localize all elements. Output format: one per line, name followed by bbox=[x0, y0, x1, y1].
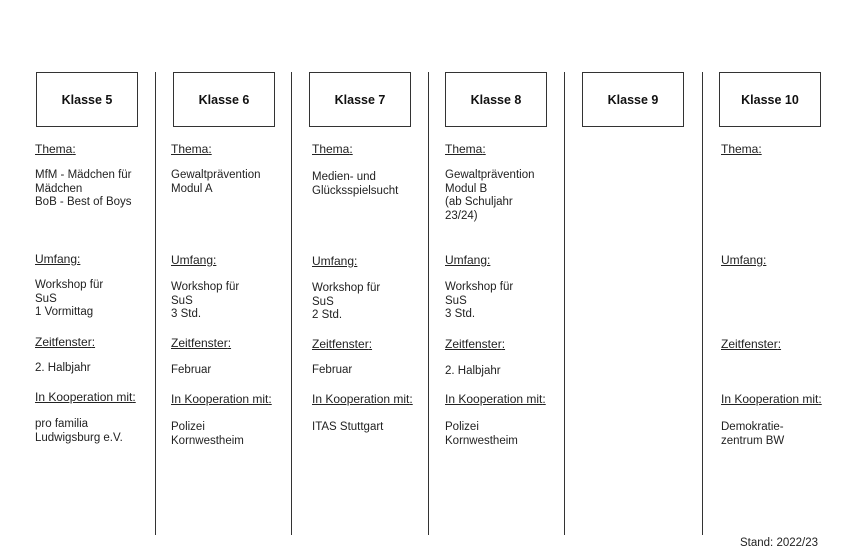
column-header: Klasse 6 bbox=[173, 72, 275, 127]
umfang-value: Workshop für SuS 1 Vormittag bbox=[35, 279, 104, 318]
kooperation-label: In Kooperation mit: bbox=[171, 392, 272, 406]
kooperation-value: ITAS Stuttgart bbox=[312, 421, 384, 433]
thema-value: MfM - Mädchen für Mädchen BoB - Best of Boys bbox=[35, 169, 132, 208]
kooperation-value: Polizei Kornwestheim bbox=[445, 421, 518, 447]
zeitfenster-label: Zeitfenster: bbox=[312, 337, 373, 351]
column-header: Klasse 9 bbox=[582, 72, 684, 127]
zeitfenster-value: 2. Halbjahr bbox=[35, 362, 91, 374]
umfang-label: Umfang: bbox=[445, 253, 491, 267]
column-divider bbox=[702, 72, 703, 535]
kooperation-value: Polizei Kornwestheim bbox=[171, 421, 244, 447]
thema-value: Medien- und Glücksspielsucht bbox=[312, 171, 399, 197]
zeitfenster-value: Februar bbox=[171, 364, 212, 376]
kooperation-label: In Kooperation mit: bbox=[721, 392, 822, 406]
zeitfenster-label: Zeitfenster: bbox=[721, 337, 782, 351]
column-divider bbox=[155, 72, 156, 535]
kooperation-value: pro familia Ludwigsburg e.V. bbox=[35, 418, 123, 444]
umfang-label: Umfang: bbox=[171, 253, 217, 267]
kooperation-label: In Kooperation mit: bbox=[312, 392, 413, 406]
thema-label: Thema: bbox=[171, 142, 212, 156]
umfang-value: Workshop für SuS 3 Std. bbox=[171, 281, 240, 320]
zeitfenster-label: Zeitfenster: bbox=[171, 336, 232, 350]
thema-label: Thema: bbox=[35, 142, 76, 156]
kooperation-value: Demokratie- zentrum BW bbox=[721, 421, 785, 447]
umfang-label: Umfang: bbox=[721, 253, 767, 267]
column-header: Klasse 5 bbox=[36, 72, 138, 127]
zeitfenster-value: Februar bbox=[312, 364, 353, 376]
umfang-value: Workshop für SuS 2 Std. bbox=[312, 282, 381, 321]
column-header: Klasse 7 bbox=[309, 72, 411, 127]
thema-value: Gewaltprävention Modul B (ab Schuljahr 23/24) bbox=[445, 169, 535, 222]
zeitfenster-value: 2. Halbjahr bbox=[445, 365, 501, 377]
thema-label: Thema: bbox=[445, 142, 486, 156]
thema-label: Thema: bbox=[312, 142, 353, 156]
thema-value: Gewaltprävention Modul A bbox=[171, 169, 261, 195]
umfang-label: Umfang: bbox=[35, 252, 81, 266]
stand-footer: Stand: 2022/23 bbox=[740, 537, 819, 549]
column-header: Klasse 8 bbox=[445, 72, 547, 127]
kooperation-label: In Kooperation mit: bbox=[35, 390, 136, 404]
umfang-value: Workshop für SuS 3 Std. bbox=[445, 281, 514, 320]
umfang-label: Umfang: bbox=[312, 254, 358, 268]
zeitfenster-label: Zeitfenster: bbox=[35, 335, 96, 349]
zeitfenster-label: Zeitfenster: bbox=[445, 337, 506, 351]
column-divider bbox=[291, 72, 292, 535]
column-header: Klasse 10 bbox=[719, 72, 821, 127]
thema-label: Thema: bbox=[721, 142, 762, 156]
kooperation-label: In Kooperation mit: bbox=[445, 392, 546, 406]
